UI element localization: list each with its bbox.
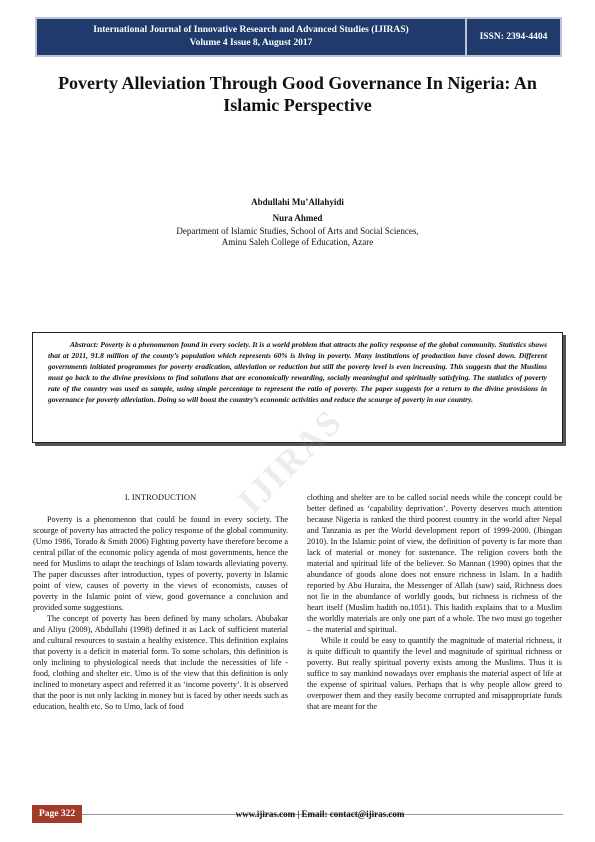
paper-title: Poverty Alleviation Through Good Governance In Nigeria: An Islamic Perspective bbox=[58, 73, 537, 115]
journal-header bbox=[35, 17, 562, 57]
affiliation-line-1: Department of Islamic Studies, School of Arts and Social Sciences, bbox=[176, 226, 419, 236]
right-column bbox=[307, 492, 562, 712]
author-name-2: Nura Ahmed bbox=[272, 213, 323, 223]
body-paragraph: Poverty is a phenomenon that could be found in every society. The scourge of poverty has attracted the policy response of the global community. (Umo 1986, Torado & Smith 2006) Fighting poverty have therefore become a central pillar of the economic policy agenda of most governments, hence the need for Muslims to adapt the teachings of Islam towards alleviating poverty. The paper discusses after introduction, types of poverty, poverty in Islamic point of view, causes of poverty in the views of economists, causes of poverty in the Islamic point of view, good governance a conclusion and provided some suggestions. bbox=[33, 515, 288, 612]
watermark: IJIRAS bbox=[229, 400, 351, 522]
abstract-text: Abstract: Poverty is a phenomenon found in every society. It is a world problem that attracts the policy response of the global community. Statistics shows that at 2011, 91.8 million of the county’s population which represents 60% is living in poverty. Many institutions of production have closed down. Different governments initiated programmes for poverty eradication, alleviation or reduction but still the poverty level is even increasing. This suggests that the Muslims must go back to the divine provisions to find solutions that are economically rewarding, socially meaningful and spiritually satisfying. The statistics of poverty rate of the country was used as sample, using simple percentage to represent the ratio of poverty. The paper suggests for a return to the divine provisions in governance for poverty alleviation. Doing so will boost the country’s economic activities and reduce the scourge of poverty in our country. bbox=[48, 340, 547, 405]
journal-name: International Journal of Innovative Research and Advanced Studies (IJIRAS) bbox=[93, 25, 409, 35]
body-paragraph: clothing and shelter are to be called social needs while the concept could be better defined as ‘capability deprivation’. Poverty deserves much attention because Nigeria is ranked the third poorest country in the world after Nepal and Tanzania as per the World development report of 1999-2000. (Jhingan 2010). In the Islamic point of view, the definition of poverty is far more than lack of material or money for sustenance. The religion covers both the material and spiritual life of the believer. So Mannan (1990) opines that the abundance of goods alone does not ensure richness in Islam. In a hadith reported by Abu Huraira, the Messenger of Allah (saw) said, Richness does not lie in the abundance of worldly goods, but richness is richness of the heart itself (Muslim hadith no.1051). This hadith explains that to a Muslim the worldly materials are only one part of a whole. The two must go together – the material and spiritual. bbox=[307, 493, 562, 634]
issn-label: ISSN: 2394-4404 bbox=[479, 32, 548, 42]
body-paragraph: While it could be easy to quantify the magnitude of material richness, it is quite difficult to quantify the level and magnitude of spiritual richness or poverty. But really spiritual poverty exists among the Muslims. Thus it is suffice to say mankind nowadays over emphasis the material aspect of life at the expense of spiritual values. Perhaps that is why people allow greed to overpower them and they easily become corrupted and misappropriate funds that are meant for the bbox=[307, 636, 562, 711]
section-heading-introduction: I. INTRODUCTION bbox=[124, 492, 197, 502]
left-column bbox=[33, 492, 288, 712]
author-block bbox=[40, 194, 555, 248]
page-number-badge: Page 322 bbox=[32, 805, 82, 823]
body-paragraph: The concept of poverty has been defined by many scholars. Abubakar and Aliyu (2009), Abdullahi (1998) defined it as Lack of sufficient material and cultural resources to sustain a healthy existence. This definition explains that poverty is a deficit in material form. To some scholars, this definition is only inclining to physiological needs that include the necessities of life - food, clothing and shelter etc. Umo is of the view that this definition is only inclined to monetary aspect and referred it as ‘income poverty’. It is observed that the poor is not only lacking in money but is faced by other needs such as education, health etc. So to Umo, lack of food bbox=[33, 614, 288, 711]
journal-volume: Volume 4 Issue 8, August 2017 bbox=[189, 38, 313, 48]
author-name-1: Abdullahi Mu’Allahyidi bbox=[251, 197, 344, 207]
journal-info bbox=[37, 19, 467, 55]
affiliation-line-2: Aminu Saleh College of Education, Azare bbox=[221, 237, 374, 247]
footer-contact: www.ijiras.com | Email: contact@ijiras.com bbox=[235, 809, 405, 819]
